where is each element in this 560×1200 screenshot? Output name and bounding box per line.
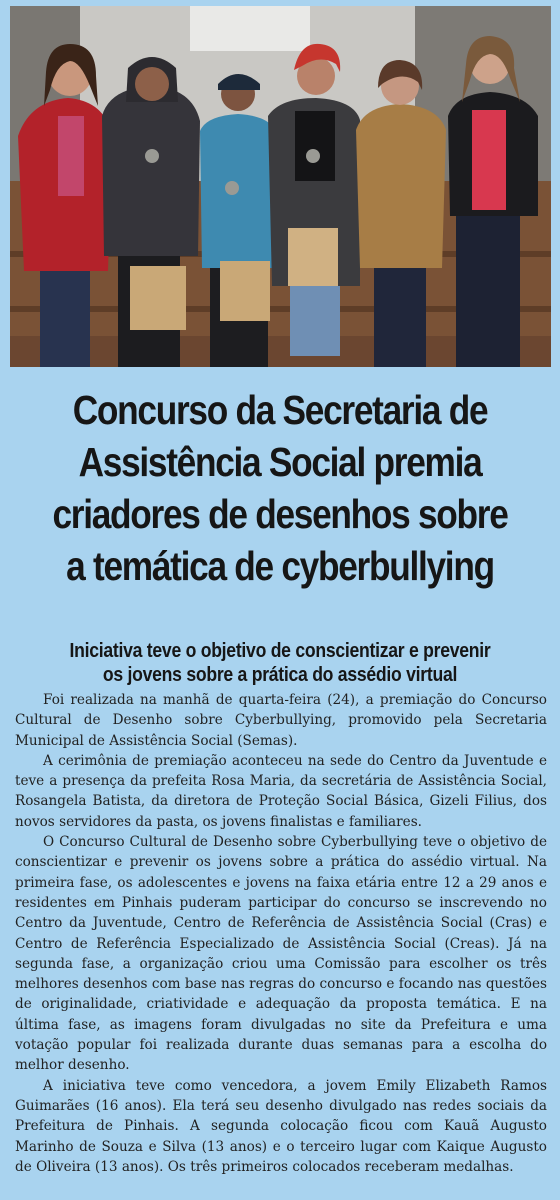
article-body <box>15 690 547 1177</box>
article-paragraph: O Concurso Cultural de Desenho sobre Cyberbullying teve o objetivo de conscientizar e prevenir os jovens sobre a prática do assédio virtual. Na primeira fase, os adolescentes e jovens na faixa etária entre 12 a 29 anos e residentes em Pinhais puderam participar do concurso se inscrevendo no Centro da Juventude, Centro de Referência de Assistência Social (Cras) e Centro de Referência Especializado de Assistência Social (Creas). Já na segunda fase, a organização criou uma Comissão para escolher os três melhores desenhos com base nas regras do concurso e focando nas questões de originalidade, criatividade e adequação da proposta temática. E na última fase, as imagens foram divulgadas no site da Prefeitura e uma votação popular foi realizada durante duas semanas para a escolha do melhor desenho. <box>15 834 547 1074</box>
subheadline-line: Iniciativa teve o objetivo de conscientizar e prevenir <box>69 640 491 662</box>
article-subheadline <box>34 639 527 687</box>
headline-line: a temática de cyberbullying <box>66 543 494 589</box>
headline-line: Concurso da Secretaria de <box>72 387 488 433</box>
article-headline <box>39 384 521 592</box>
subheadline-line: os jovens sobre a prática do assédio virtual <box>102 664 458 686</box>
article-paragraph: A cerimônia de premiação aconteceu na sede do Centro da Juventude e teve a presença da prefeita Rosa Maria, da secretária de Assistência Social, Rosangela Batista, da diretora de Proteção Social Básica, Gizeli Filius, dos novos servidores da pasta, os jovens finalistas e familiares. <box>15 752 547 830</box>
article-paragraph: Foi realizada na manhã de quarta-feira (24), a premiação do Concurso Cultural de Desenho sobre Cyberbullying, promovido pela Secretaria Municipal de Assistência Social (Semas). <box>15 692 547 749</box>
headline-line: criadores de desenhos sobre <box>52 491 508 537</box>
headline-line: Assistência Social premia <box>78 439 482 485</box>
article-paragraph: A iniciativa teve como vencedora, a jovem Emily Elizabeth Ramos Guimarães (16 anos). Ela terá seu desenho divulgado nas redes sociais da Prefeitura de Pinhais. A segunda colocação ficou com Kauã Augusto Marinho de Souza e Silva (13 anos) e o terceiro lugar com Kaique Augusto de Oliveira (13 anos). Os três primeiros colocados receberam medalhas. <box>15 1077 547 1175</box>
ceremony-photo <box>10 6 551 367</box>
ceremony-photo-illustration <box>10 6 551 367</box>
